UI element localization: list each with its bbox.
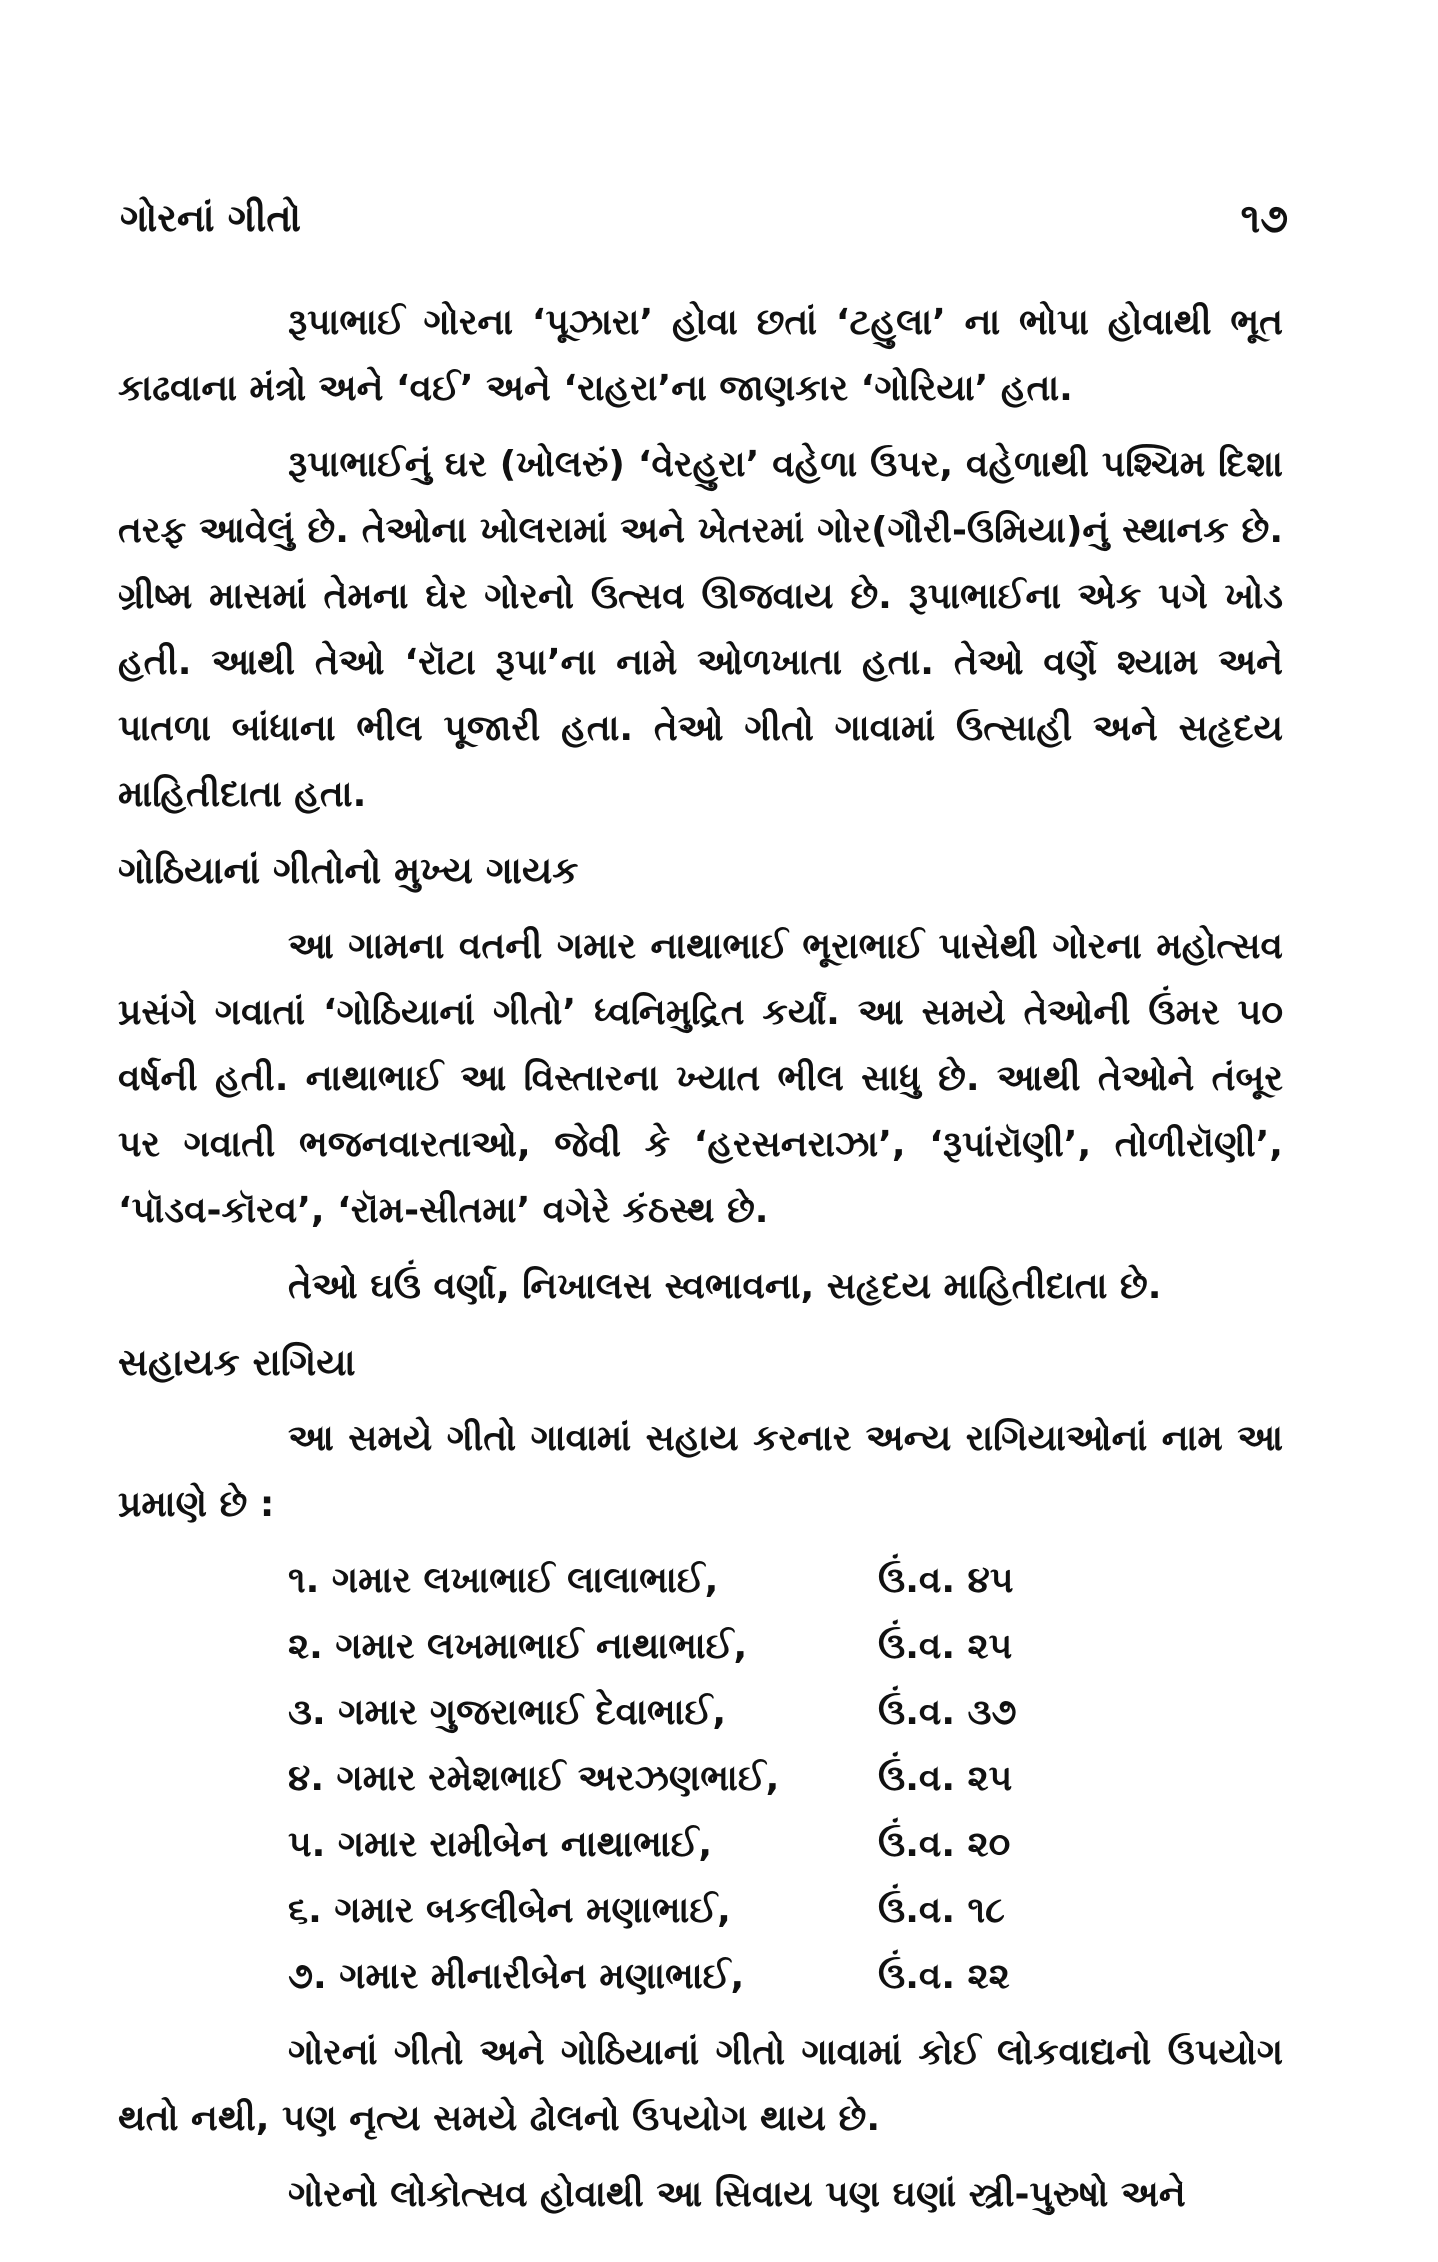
singer-name: ૨. ગમાર લખમાભાઈ નાથાભાઈ, xyxy=(288,1626,748,1667)
paragraph: ગોરનો લોકોત્સવ હોવાથી આ સિવાય પણ ઘણાં સ્ત્રી-પુરુષો અને xyxy=(288,2174,1186,2215)
paragraph: રૂપાભાઈનું ઘર (ખોલરું) ‘વેરહુરા’ વહેળા ઉપર, વહેળાથી પશ્ચિમ દિશા તરફ આવેલું છે. તેઓના ખોલરામાં અને ખેતરમાં ગોર(ગૌરી-ઉમિયા)નું સ્થાનક છે. ગ્રીષ્મ માસમાં તેમના ઘેર ગોરનો ઉત્સવ ઊજવાય છે. રૂપાભાઈના એક પગે ખોડ હતી. આથી તેઓ ‘રૉટા રૂપા’ના નામે ઓળખાતા હતા. તેઓ વર્ણે શ્યામ અને પાતળા બાંધાના ભીલ પૂજારી હતા. તેઓ ગીતો ગાવામાં ઉત્સાહી અને સહૃદય માહિતીદાતા હતા. xyxy=(118,444,1283,815)
singer-name: ૪. ગમાર રમેશભાઈ અરઝણભાઈ, xyxy=(288,1758,780,1799)
singer-age: ઉં.વ. ૪૫ xyxy=(878,1560,1014,1601)
singer-age: ઉં.વ. ૩૭ xyxy=(878,1692,1017,1733)
list-item xyxy=(288,1812,1283,1878)
paragraph: આ ગામના વતની ગમાર નાથાભાઈ ભૂરાભાઈ પાસેથી ગોરના મહોત્સવ પ્રસંગે ગવાતાં ‘ગોઠિયાનાં ગીતો’ ધ્વનિમુદ્રિત કર્યાં. આ સમયે તેઓની ઉંમર ૫૦ વર્ષની હતી. નાથાભાઈ આ વિસ્તારના ખ્યાત ભીલ સાધુ છે. આથી તેઓને તંબૂર પર ગવાતી ભજનવારતાઓ, જેવી કે ‘હરસનરાઝા’, ‘રૂપાંરૉણી’, તોળીરૉણી’, ‘પૉડવ-કૉરવ’, ‘રૉમ-સીતમા’ વગેરે કંઠસ્થ છે. xyxy=(118,926,1283,1231)
list-item xyxy=(288,1680,1283,1746)
singer-name: ૫. ગમાર રામીબેન નાથાભાઈ, xyxy=(288,1824,713,1865)
page-number: ૧૭ xyxy=(1240,196,1288,242)
singer-age: ઉં.વ. ૧૮ xyxy=(878,1890,1005,1931)
running-head: ગોરનાં ગીતો xyxy=(120,196,302,240)
singer-name: ૩. ગમાર ગુજરાભાઈ દેવાભાઈ, xyxy=(288,1692,727,1733)
list-item xyxy=(288,1548,1283,1614)
singer-name: ૭. ગમાર મીનારીબેન મણાભાઈ, xyxy=(288,1956,745,1997)
singer-age: ઉં.વ. ૨૫ xyxy=(878,1626,1013,1667)
page-body xyxy=(118,290,1283,2238)
paragraph: આ સમયે ગીતો ગાવામાં સહાય કરનાર અન્ય રાગિયાઓનાં નામ આ પ્રમાણે છે : xyxy=(118,1418,1283,1525)
list-item xyxy=(288,1944,1283,2010)
singer-list xyxy=(288,1548,1283,2010)
section-heading: ગોઠિયાનાં ગીતોનો મુખ્ય ગાયક xyxy=(118,849,579,892)
list-item xyxy=(288,1878,1283,1944)
singer-name: ૧. ગમાર લખાભાઈ લાલાભાઈ, xyxy=(288,1560,719,1601)
list-item xyxy=(288,1746,1283,1812)
singer-age: ઉં.વ. ૨૦ xyxy=(878,1824,1011,1865)
paragraph: તેઓ ઘઉં વર્ણા, નિખાલસ સ્વભાવના, સહૃદય માહિતીદાતા છે. xyxy=(288,1266,1162,1307)
singer-name: ૬. ગમાર બકલીબેન મણાભાઈ, xyxy=(288,1890,731,1931)
singer-age: ઉં.વ. ૨૫ xyxy=(878,1758,1013,1799)
singer-age: ઉં.વ. ૨૨ xyxy=(878,1956,1010,1997)
section-heading: સહાયક રાગિયા xyxy=(118,1341,356,1384)
list-item xyxy=(288,1614,1283,1680)
paragraph: રૂપાભાઈ ગોરના ‘પૂઝારા’ હોવા છતાં ‘ટહુલા’ ના ભોપા હોવાથી ભૂત કાઢવાના મંત્રો અને ‘વઈ’ અને ‘રાહરા’ના જાણકાર ‘ગોરિયા’ હતા. xyxy=(118,302,1283,409)
paragraph: ગોરનાં ગીતો અને ગોઠિયાનાં ગીતો ગાવામાં કોઈ લોકવાદ્યનો ઉપયોગ થતો નથી, પણ નૃત્ય સમયે ઢોલનો ઉપયોગ થાય છે. xyxy=(118,2032,1283,2139)
